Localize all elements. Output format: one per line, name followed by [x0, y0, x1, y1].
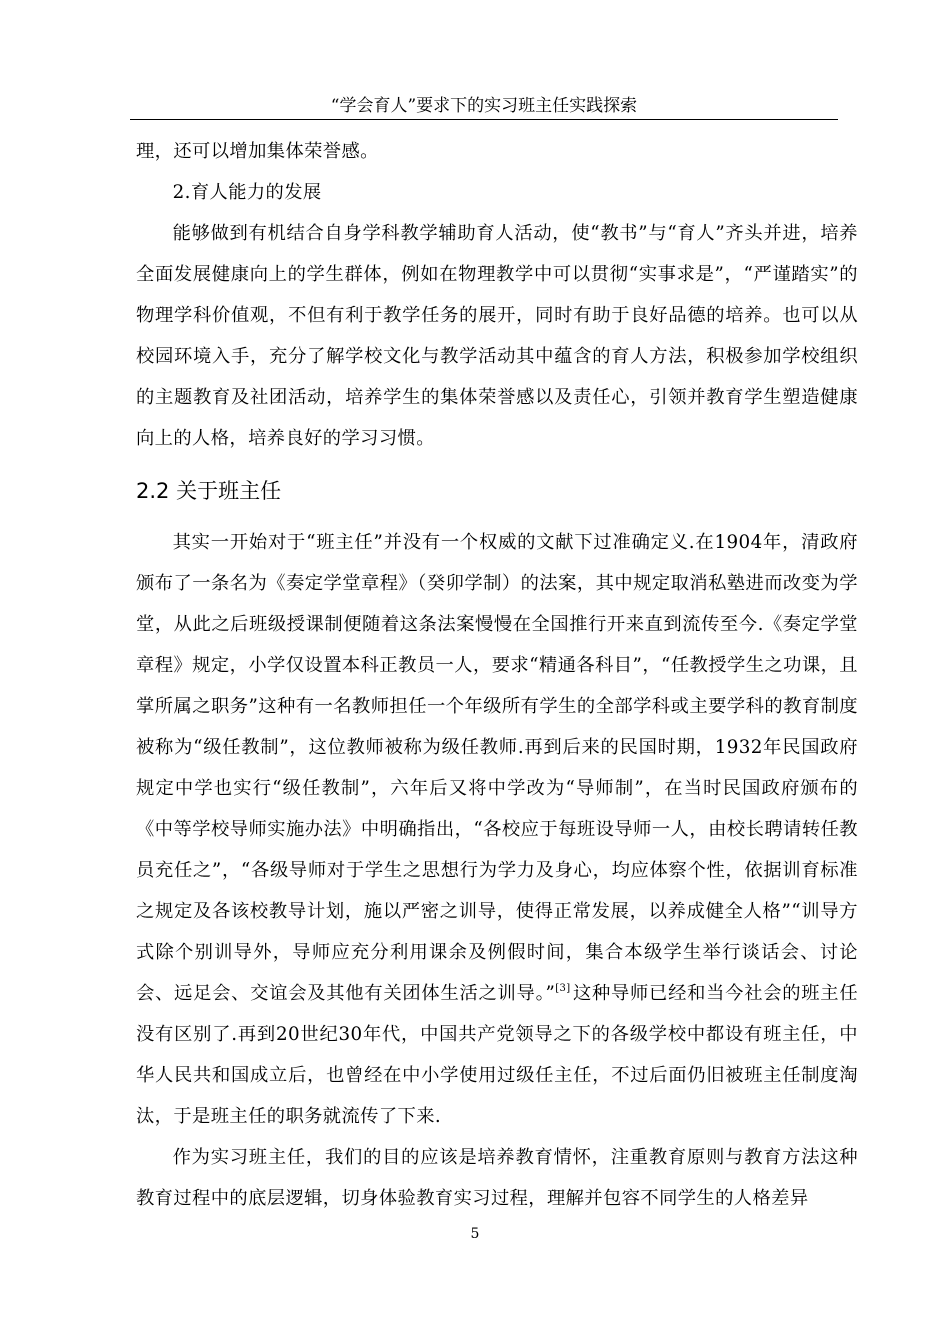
- header-rule: [130, 119, 838, 120]
- page-number: 5: [470, 1226, 480, 1242]
- section-title: 2.2 关于班主任: [136, 479, 282, 503]
- paragraph-history-part2: 这种导师已经和当今社会的班主任没有区别了.再到20世纪30年代，中国共产党领导之下的各级学校中都设有班主任，中华人民共和国成立后，也曾经在中小学使用过级任主任，不过后面仍旧被班主任制度淘汰，于是班主任的职务就流传了下来.: [136, 983, 859, 1127]
- paragraph-education-ability: 能够做到有机结合自身学科教学辅助育人活动，使“教书”与“育人”齐头并进，培养全面发展健康向上的学生群体，例如在物理教学中可以贯彻“实事求是”，“严谨踏实”的物理学科价值观，不但有利于教学任务的展开，同时有助于良好品德的培养。也可以从校园环境入手，充分了解学校文化与教学活动其中蕴含的育人方法，积极参加学校组织的主题教育及社团活动，培养学生的集体荣誉感以及责任心，引领并教育学生塑造健康向上的人格，培养良好的学习习惯。: [136, 223, 858, 449]
- subheading-education-ability: 2.育人能力的发展: [172, 182, 322, 203]
- citation-marker: [3]: [555, 983, 571, 994]
- paragraph-history-part1: 其实一开始对于“班主任”并没有一个权威的文献下过准确定义.在1904年，清政府颁布了一条名为《奏定学堂章程》（癸卯学制）的法案，其中规定取消私塾进而改变为学堂，从此之后班级授课制便随着这条法案慢慢在全国推行开来直到流传至今.《奏定学堂章程》规定，小学仅设置本科正教员一人，要求“精通各科目”，“任教授学生之功课，且掌所属之职务”这种有一名教师担任一个年级所有学生的全部学科或主要学科的教育制度被称为“级任教制”，这位教师被称为级任教师.再到后来的民国时期，1932年民国政府规定中学也实行“级任教制”，六年后又将中学改为“导师制”，在当时民国政府颁布的《中等学校导师实施办法》中明确指出，“各校应于每班设导师一人，由校长聘请转任教员充任之”，“各级导师对于学生之思想行为学力及身心，均应体察个性，依据训育标准之规定及各该校教导计划，施以严密之训导，使得正常发展，以养成健全人格”“训导方式除个别训导外，导师应充分利用课余及例假时间，集合本级学生举行谈话会、讨论会、远足会、交谊会及其他有关团体生活之训导。”: [136, 532, 858, 1004]
- paragraph-history: [136, 522, 858, 1137]
- paragraph-continuation: 理，还可以增加集体荣誉感。: [136, 141, 379, 162]
- paragraph-intern-goal: 作为实习班主任，我们的目的应该是培养教育情怀，注重教育原则与教育方法这种教育过程中的底层逻辑，切身体验教育实习过程，理解并包容不同学生的人格差异: [136, 1147, 858, 1209]
- document-body: [136, 131, 858, 1219]
- running-header: “学会育人”要求下的实习班主任实践探索: [330, 96, 638, 116]
